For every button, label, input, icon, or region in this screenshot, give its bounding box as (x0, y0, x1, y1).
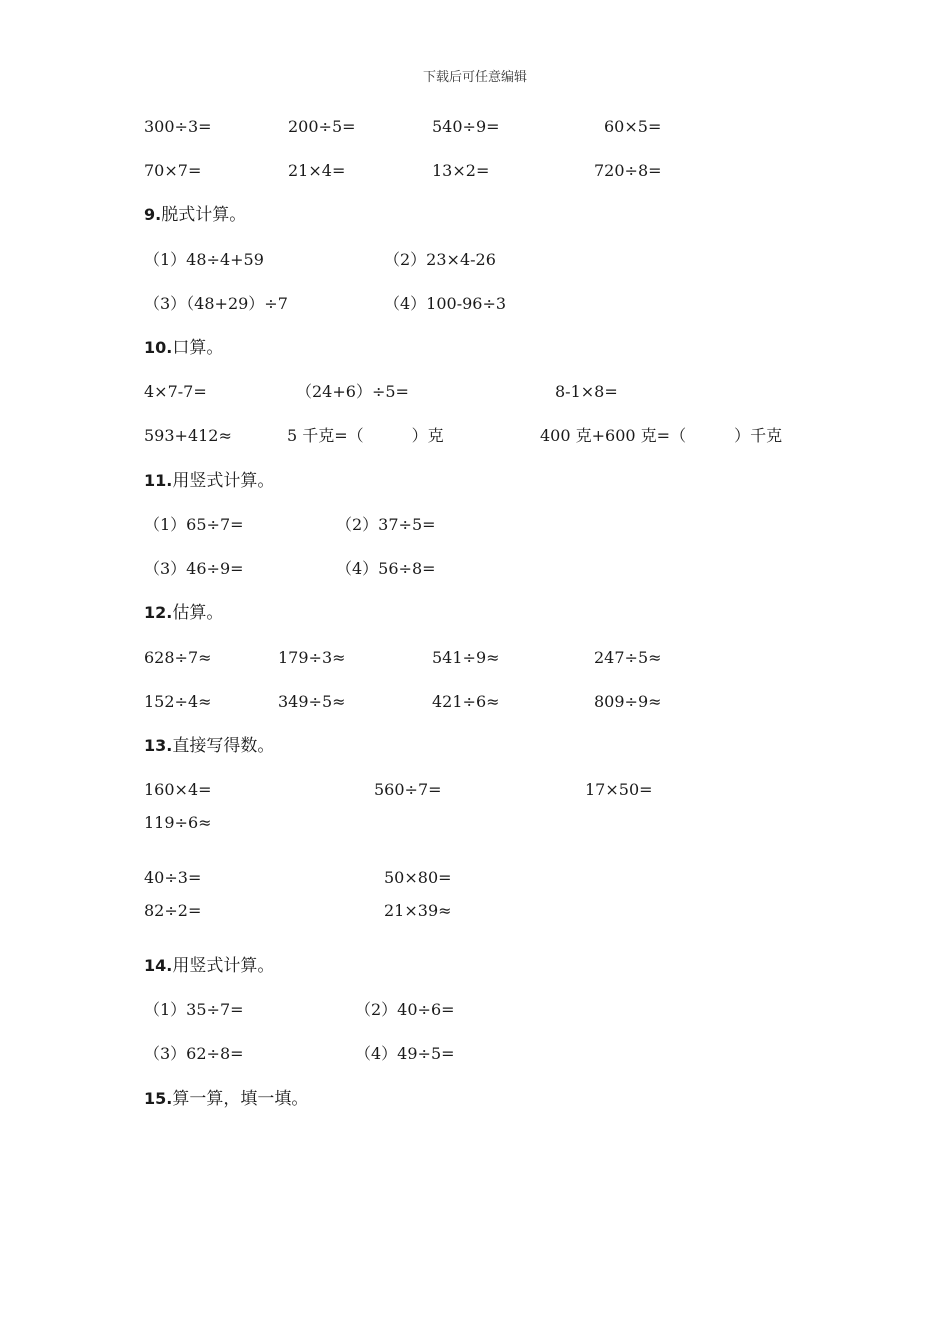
question-title: 直接写得数。 (172, 736, 275, 756)
problem: （24+6）÷5= (296, 382, 409, 401)
question-15-heading (144, 1087, 308, 1111)
problem: 247÷5≈ (594, 648, 662, 667)
problem: （1）35÷7= (144, 1000, 244, 1019)
question-title: 用竖式计算。 (172, 956, 275, 976)
problem: 5 千克=（ ）克 (287, 426, 444, 445)
problem: （4）49÷5= (355, 1044, 455, 1063)
problem: 50×80= (384, 868, 452, 887)
problem: 8-1×8= (555, 382, 618, 401)
problem: 17×50= (585, 780, 653, 799)
problem: 4×7-7= (144, 382, 207, 401)
problem: （1）65÷7= (144, 515, 244, 534)
q9-row-2 (0, 292, 950, 316)
q13-row-2 (0, 811, 950, 835)
problem: 200÷5= (288, 117, 356, 136)
problem: （2）23×4-26 (384, 250, 496, 269)
problem: 152÷4≈ (144, 692, 212, 711)
q13-row-4 (0, 899, 950, 923)
question-number: 15. (144, 1089, 173, 1108)
question-title: 脱式计算。 (161, 205, 247, 225)
question-number: 14. (144, 956, 173, 975)
problem: （4）100-96÷3 (384, 294, 507, 313)
q8-row-1 (0, 115, 950, 139)
question-number: 13. (144, 736, 173, 755)
problem: 560÷7= (374, 780, 442, 799)
problem: 60×5= (604, 117, 662, 136)
question-number: 10. (144, 338, 173, 357)
q12-row-1 (0, 646, 950, 670)
problem: （1）48÷4+59 (144, 250, 264, 269)
question-13-heading (144, 734, 274, 758)
problem: 179÷3≈ (278, 648, 346, 667)
q14-row-2 (0, 1042, 950, 1066)
question-number: 9. (144, 205, 162, 224)
q11-row-2 (0, 557, 950, 581)
question-title: 估算。 (172, 603, 224, 623)
question-10-heading (144, 336, 223, 360)
q12-row-2 (0, 690, 950, 714)
question-12-heading (144, 601, 223, 625)
question-9-heading (144, 203, 246, 227)
problem: 160×4= (144, 780, 212, 799)
question-number: 12. (144, 603, 173, 622)
problem: 13×2= (432, 161, 490, 180)
problem: 82÷2= (144, 901, 202, 920)
problem: 593+412≈ (144, 426, 232, 445)
problem: （4）56÷8= (336, 559, 436, 578)
question-title: 用竖式计算。 (172, 471, 275, 491)
problem: 349÷5≈ (278, 692, 346, 711)
problem: 541÷9≈ (432, 648, 500, 667)
q13-row-3 (0, 866, 950, 890)
question-11-heading (144, 469, 274, 493)
problem: （2）37÷5= (336, 515, 436, 534)
question-14-heading (144, 954, 274, 978)
problem: （3）62÷8= (144, 1044, 244, 1063)
problem: 70×7= (144, 161, 202, 180)
problem: 21×4= (288, 161, 346, 180)
problem: 421÷6≈ (432, 692, 500, 711)
question-number: 11. (144, 471, 173, 490)
problem: （3）（48+29）÷7 (144, 294, 288, 313)
problem: 720÷8= (594, 161, 662, 180)
problem: 540÷9= (432, 117, 500, 136)
q8-row-2 (0, 159, 950, 183)
question-title: 算一算，填一填。 (172, 1089, 309, 1109)
q10-row-1 (0, 380, 950, 404)
page-header: 下载后可任意编辑 (422, 70, 527, 85)
problem: 300÷3= (144, 117, 212, 136)
problem: 21×39≈ (384, 901, 452, 920)
question-title: 口算。 (172, 338, 224, 358)
problem: （2）40÷6= (355, 1000, 455, 1019)
problem: 809÷9≈ (594, 692, 662, 711)
problem: 119÷6≈ (144, 813, 212, 832)
q14-row-1 (0, 998, 950, 1022)
problem: 628÷7≈ (144, 648, 212, 667)
q11-row-1 (0, 513, 950, 537)
problem: （3）46÷9= (144, 559, 244, 578)
problem: 40÷3= (144, 868, 202, 887)
problem: 400 克+600 克=（ ）千克 (540, 426, 783, 445)
q9-row-1 (0, 248, 950, 272)
q10-row-2 (0, 424, 950, 448)
q13-row-1 (0, 778, 950, 802)
